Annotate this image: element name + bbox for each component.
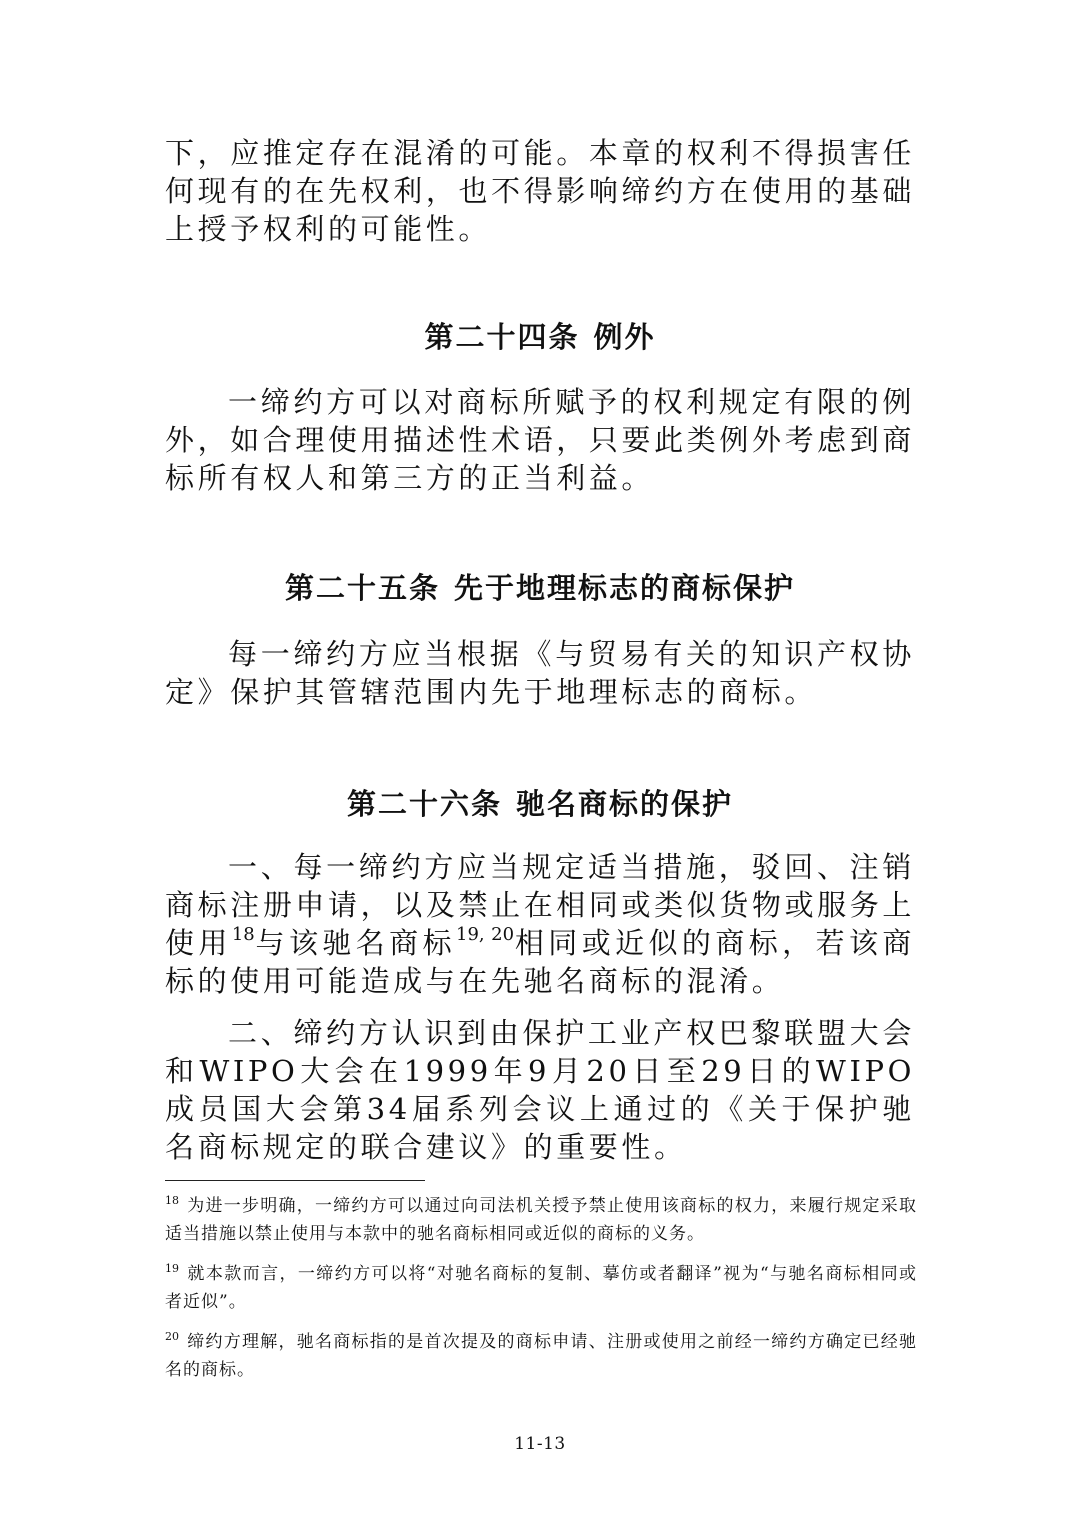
article-title: 驰名商标的保护: [516, 787, 734, 821]
footnote-number: 20: [165, 1330, 179, 1344]
article-number: 第二十五条: [284, 571, 440, 605]
footnote-text: 为进一步明确，一缔约方可以通过向司法机关授予禁止使用该商标的权力，来履行规定采取适当措施以禁止使用与本款中的驰名商标相同或近似的商标的义务。: [165, 1196, 917, 1244]
footnote-19: [165, 1260, 917, 1316]
heading-article-25: [165, 569, 915, 607]
paragraph-article-25-body: 每一缔约方应当根据《与贸易有关的知识产权协定》保护其管辖范围内先于地理标志的商标。: [165, 637, 915, 709]
article-number: 第二十六条: [346, 787, 502, 821]
footnote-20: [165, 1328, 917, 1384]
text-segment: 相同或近似的商标，若该商标的使用可能造成与在先驰名商标的混淆。: [165, 926, 915, 998]
heading-article-26: [165, 785, 915, 823]
article-title: 先于地理标志的商标保护: [454, 571, 796, 605]
footnote-18: [165, 1192, 917, 1248]
footnote-text: 就本款而言，一缔约方可以将“对驰名商标的复制、摹仿或者翻译”视为“与驰名商标相同或者近似”。: [165, 1264, 917, 1312]
paragraph-continuation: 下，应推定存在混淆的可能。本章的权利不得损害任何现有的在先权利，也不得影响缔约方在使用的基础上授予权利的可能性。: [165, 136, 915, 246]
paragraph-article-26-1: [165, 848, 915, 1000]
footnote-ref-19-20: 19, 20: [456, 924, 515, 946]
article-title: 例外: [593, 320, 656, 354]
text-segment: 与该驰名商标: [254, 926, 457, 960]
footnote-text: 缔约方理解，驰名商标指的是首次提及的商标申请、注册或使用之前经一缔约方确定已经驰名的商标。: [165, 1332, 917, 1380]
paragraph-article-26-2: 二、缔约方认识到由保护工业产权巴黎联盟大会和WIPO大会在1999年9月20日至29日的WIPO成员国大会第34届系列会议上通过的《关于保护驰名商标规定的联合建议》的重要性。: [165, 1016, 915, 1164]
footnote-ref-18: 18: [231, 924, 255, 946]
footnote-number: 19: [165, 1262, 179, 1276]
page-number: 11-13: [514, 1434, 566, 1454]
heading-article-24: [165, 318, 915, 356]
text-segment: 一、每一缔约方应当规定适当措施，驳回、注销商标注册申请，以及禁止在相同或类似货物或服务上使用: [165, 850, 915, 960]
paragraph-article-24-body: 一缔约方可以对商标所赋予的权利规定有限的例外，如合理使用描述性术语，只要此类例外考虑到商标所有权人和第三方的正当利益。: [165, 385, 915, 495]
footnote-divider: [165, 1180, 425, 1181]
article-number: 第二十四条: [424, 320, 580, 354]
footnote-number: 18: [165, 1194, 179, 1208]
